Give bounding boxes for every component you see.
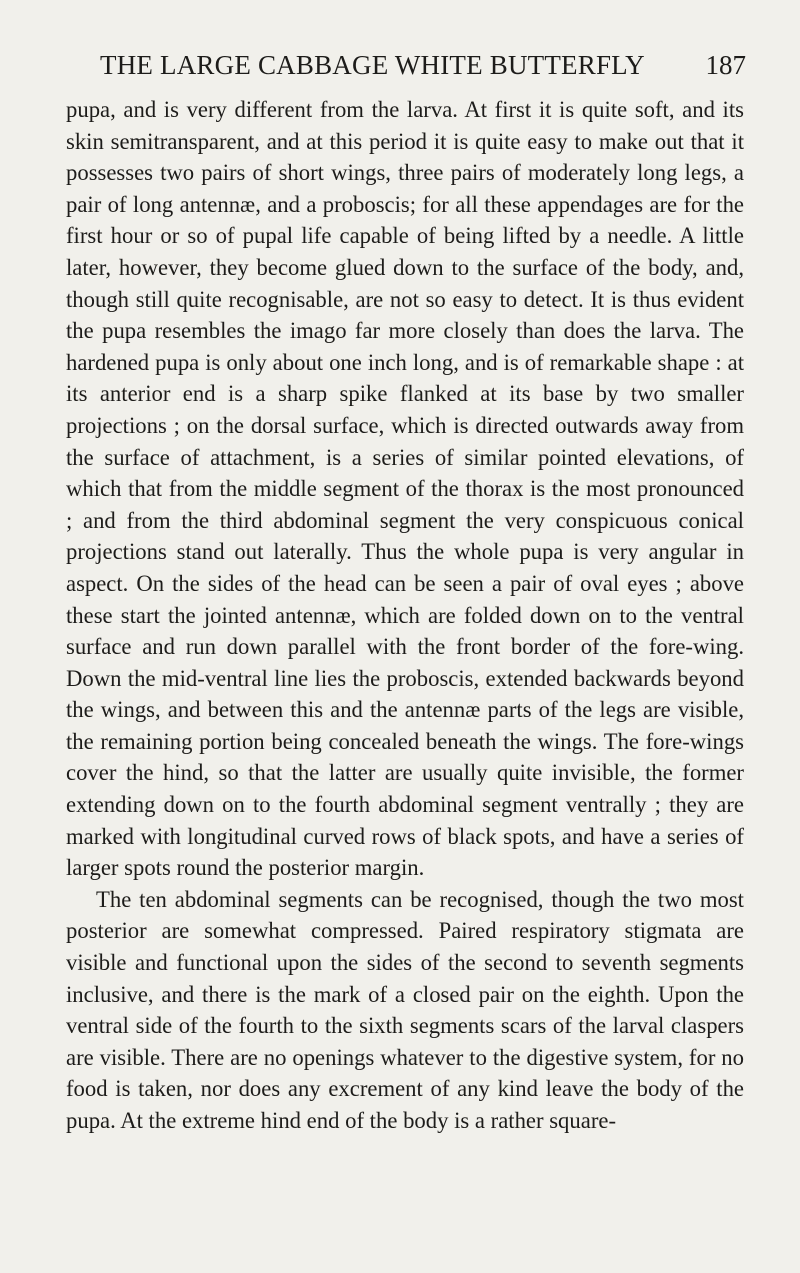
page-number: 187: [705, 50, 746, 80]
body-text: [66, 94, 744, 1137]
paragraph-continued: pupa, and is very different from the larva. At first it is quite soft, and its skin semitransparent, and at this period it is quite easy to make out that it possesses two pairs of short wings, three pairs of moderately long legs, a pair of long antennæ, and a proboscis; for all these appendages are for the first hour or so of pupal life capable of being lifted by a needle. A little later, however, they become glued down to the surface of the body, and, though still quite recognisable, are not so easy to detect. It is thus evident the pupa resembles the imago far more closely than does the larva. The hardened pupa is only about one inch long, and is of remarkable shape : at its anterior end is a sharp spike flanked at its base by two smaller projections ; on the dorsal surface, which is directed outwards away from the surface of attachment, is a series of similar pointed elevations, of which that from the middle segment of the thorax is the most pronounced ; and from the third abdominal segment the very conspicuous conical projections stand out laterally. Thus the whole pupa is very angular in aspect. On the sides of the head can be seen a pair of oval eyes ; above these start the jointed antennæ, which are folded down on to the ventral surface and run down parallel with the front border of the fore-wing. Down the mid-ventral line lies the proboscis, extended backwards beyond the wings, and between this and the antennæ parts of the legs are visible, the remaining portion being concealed beneath the wings. The fore-wings cover the hind, so that the latter are usually quite invisible, the former extending down on to the fourth abdominal segment ventrally ; they are marked with longitudinal curved rows of black spots, and have a series of larger spots round the posterior margin.: [66, 97, 744, 881]
paragraph-abdominal-segments: The ten abdominal segments can be recognised, though the two most posterior are somewhat compressed. Paired respiratory stigmata are visible and functional upon the sides of the second to seventh segments inclusive, and there is the mark of a closed pair on the eighth. Upon the ventral side of the fourth to the sixth segments scars of the larval claspers are visible. There are no openings whatever to the digestive system, for no food is taken, nor does any excrement of any kind leave the body of the pupa. At the extreme hind end of the body is a rather square-: [66, 886, 744, 1133]
running-title: THE LARGE CABBAGE WHITE BUTTERFLY: [100, 50, 645, 80]
running-head: [66, 40, 758, 80]
